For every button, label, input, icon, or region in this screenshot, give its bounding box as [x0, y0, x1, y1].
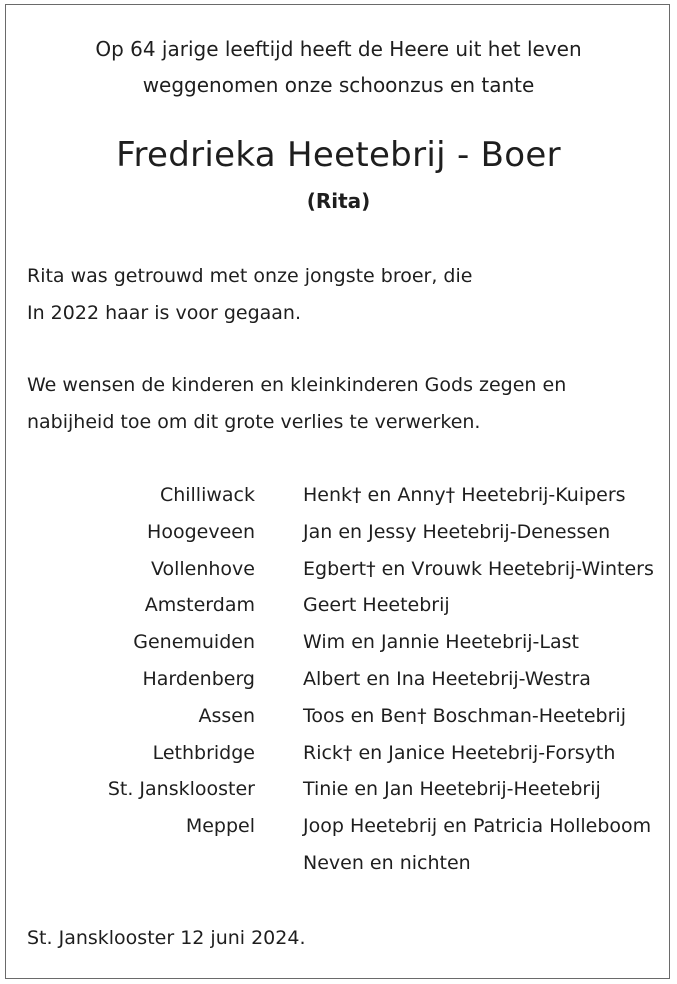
family-place: Meppel [185, 815, 255, 838]
family-place: Assen [198, 704, 255, 727]
deceased-name: Fredrieka Heetebrij - Boer [116, 135, 561, 175]
family-names: Tinie en Jan Heetebrij-Heetebrij [303, 778, 601, 801]
paragraph-2-line-2: nabijheid toe om dit grote verlies te verwerken. [27, 411, 481, 433]
family-place: Amsterdam [144, 594, 255, 617]
family-row [0, 587, 677, 624]
family-place: Vollenhove [150, 557, 255, 580]
family-list [0, 477, 677, 882]
family-place: Hoogeveen [147, 520, 255, 543]
family-row [0, 735, 677, 772]
family-names: Toos en Ben† Boschman-Heetebrij [303, 704, 626, 727]
family-names: Albert en Ina Heetebrij-Westra [303, 667, 591, 690]
family-names: Rick† en Janice Heetebrij-Forsyth [303, 741, 616, 764]
family-row [0, 808, 677, 845]
family-names: Henk† en Anny† Heetebrij-Kuipers [303, 484, 626, 506]
paragraph-2-line-1: We wensen de kinderen en kleinkinderen Gods zegen en [27, 374, 567, 396]
family-row [0, 514, 677, 551]
family-place: Genemuiden [133, 631, 255, 654]
family-row [0, 477, 677, 514]
deceased-nickname: (Rita) [306, 189, 371, 213]
family-place: Lethbridge [152, 741, 255, 764]
family-names: Wim en Jannie Heetebrij-Last [303, 631, 579, 654]
family-place: St. Jansklooster [107, 778, 255, 801]
paragraph-1-line-1: Rita was getrouwd met onze jongste broer, die [27, 265, 473, 287]
family-row [0, 551, 677, 588]
family-row [0, 661, 677, 698]
family-names: Neven en nichten [303, 851, 471, 874]
family-row [0, 771, 677, 808]
paragraph-1-line-2: In 2022 haar is voor gegaan. [27, 302, 301, 324]
intro-line-1: Op 64 jarige leeftijd heeft de Heere uit het leven [95, 37, 582, 61]
family-place: Hardenberg [142, 667, 255, 690]
family-row [0, 845, 677, 882]
family-row [0, 698, 677, 735]
family-names: Geert Heetebrij [303, 594, 450, 617]
family-names: Egbert† en Vrouwk Heetebrij-Winters [303, 557, 654, 580]
family-place: Chilliwack [159, 484, 255, 506]
family-row [0, 624, 677, 661]
family-names: Jan en Jessy Heetebrij-Denessen [303, 520, 611, 543]
family-names: Joop Heetebrij en Patricia Holleboom [303, 815, 652, 838]
place-date-line: St. Jansklooster 12 juni 2024. [27, 927, 306, 949]
intro-line-2: weggenomen onze schoonzus en tante [142, 73, 535, 97]
